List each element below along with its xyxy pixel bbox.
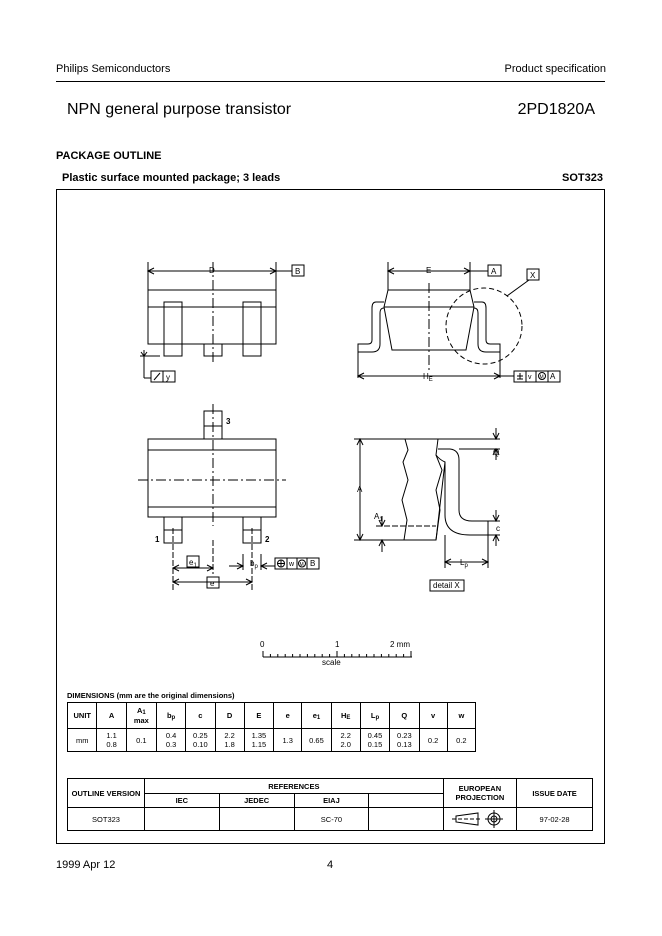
company-name: Philips Semiconductors	[56, 63, 171, 75]
col-c: c	[186, 703, 215, 729]
outline-version-value: SOT323	[68, 808, 145, 831]
pin-2-label: 2	[265, 535, 270, 544]
label-M-2: M	[299, 562, 304, 568]
cell-E: 1.35 1.15	[244, 729, 273, 752]
label-HE: $H_E$	[423, 372, 433, 383]
cell-v: 0.2	[419, 729, 447, 752]
label-X: X	[530, 271, 536, 280]
label-A1: $A_1$	[374, 512, 383, 523]
cell-c: 0.25 0.10	[186, 729, 215, 752]
package-description: Plastic surface mounted package; 3 leads	[62, 172, 281, 184]
label-Q: Q	[493, 448, 500, 457]
label-e1: $e_1$	[189, 558, 197, 569]
package-code: SOT323	[562, 172, 603, 184]
cell-e1: 0.65	[302, 729, 331, 752]
cell-A: 1.1 0.8	[97, 729, 126, 752]
pin-3-label: 3	[226, 417, 231, 426]
footer-date: 1999 Apr 12	[56, 859, 116, 871]
cell-Lp: 0.45 0.15	[360, 729, 389, 752]
col-unit: UNIT	[68, 703, 97, 729]
col-e: e	[274, 703, 302, 729]
col-v: v	[419, 703, 447, 729]
projection-symbol-icon	[443, 808, 516, 831]
label-y: y	[166, 373, 170, 382]
cell-D: 2.2 1.8	[215, 729, 244, 752]
product-title: NPN general purpose transistor	[67, 101, 292, 118]
col-HE: HE	[331, 703, 360, 729]
reference-blank-header	[369, 794, 443, 808]
label-B: B	[295, 267, 301, 276]
col-e1: e1	[302, 703, 331, 729]
label-e: e	[210, 579, 215, 588]
eiaj-label: EIAJ	[294, 794, 369, 808]
col-bp: bp	[156, 703, 185, 729]
label-detail-x: detail X	[433, 581, 460, 590]
iec-label: IEC	[145, 794, 220, 808]
section-heading: PACKAGE OUTLINE	[56, 150, 162, 162]
issue-date-value: 97-02-28	[517, 808, 593, 831]
cell-Q: 0.23 0.13	[390, 729, 419, 752]
cell-unit: mm	[68, 729, 97, 752]
label-B-datum: B	[310, 559, 316, 568]
cell-HE: 2.2 2.0	[331, 729, 360, 752]
cell-e: 1.3	[274, 729, 302, 752]
issue-date-label: ISSUE DATE	[517, 779, 593, 808]
iec-value	[145, 808, 220, 831]
reference-blank-value	[369, 808, 443, 831]
label-M-1: M	[539, 374, 544, 381]
cell-A1: 0.1	[126, 729, 156, 752]
label-E: E	[426, 266, 432, 275]
jedec-label: JEDEC	[219, 794, 294, 808]
dimensions-caption: DIMENSIONS (mm are the original dimensions)	[67, 691, 235, 700]
scale-tick-0: 0	[260, 640, 265, 649]
dimensions-table	[67, 702, 476, 752]
doc-type: Product specification	[504, 63, 606, 75]
col-D: D	[215, 703, 244, 729]
european-projection-label: EUROPEAN PROJECTION	[443, 779, 516, 808]
label-Lp: $L_p$	[460, 558, 468, 569]
eiaj-value: SC-70	[294, 808, 369, 831]
label-bp: $b_p$	[250, 559, 258, 570]
col-A1: A1 max	[126, 703, 156, 729]
label-w: w	[289, 561, 295, 568]
label-A: A	[357, 485, 363, 494]
label-c: c	[496, 524, 500, 533]
col-E: E	[244, 703, 273, 729]
outline-version-label: OUTLINE VERSION	[68, 779, 145, 808]
scale-tick-1: 1	[335, 640, 340, 649]
label-v: v	[528, 374, 532, 381]
scale-tick-2: 2 mm	[390, 640, 410, 649]
dimensions-header-row	[68, 703, 476, 729]
dimensions-mm-row	[68, 729, 476, 752]
scale-label: scale	[322, 658, 341, 667]
label-A-ref: A	[491, 267, 497, 276]
references-label: REFERENCES	[145, 779, 444, 794]
label-D: D	[209, 266, 215, 275]
cell-bp: 0.4 0.3	[156, 729, 185, 752]
pin-1-label: 1	[155, 535, 160, 544]
jedec-value	[219, 808, 294, 831]
col-A: A	[97, 703, 126, 729]
page-number: 4	[327, 859, 334, 871]
col-w: w	[447, 703, 475, 729]
col-Lp: Lp	[360, 703, 389, 729]
col-Q: Q	[390, 703, 419, 729]
label-A-datum: A	[550, 372, 556, 381]
cell-w: 0.2	[447, 729, 475, 752]
part-number: 2PD1820A	[517, 101, 595, 118]
references-table	[67, 778, 593, 831]
